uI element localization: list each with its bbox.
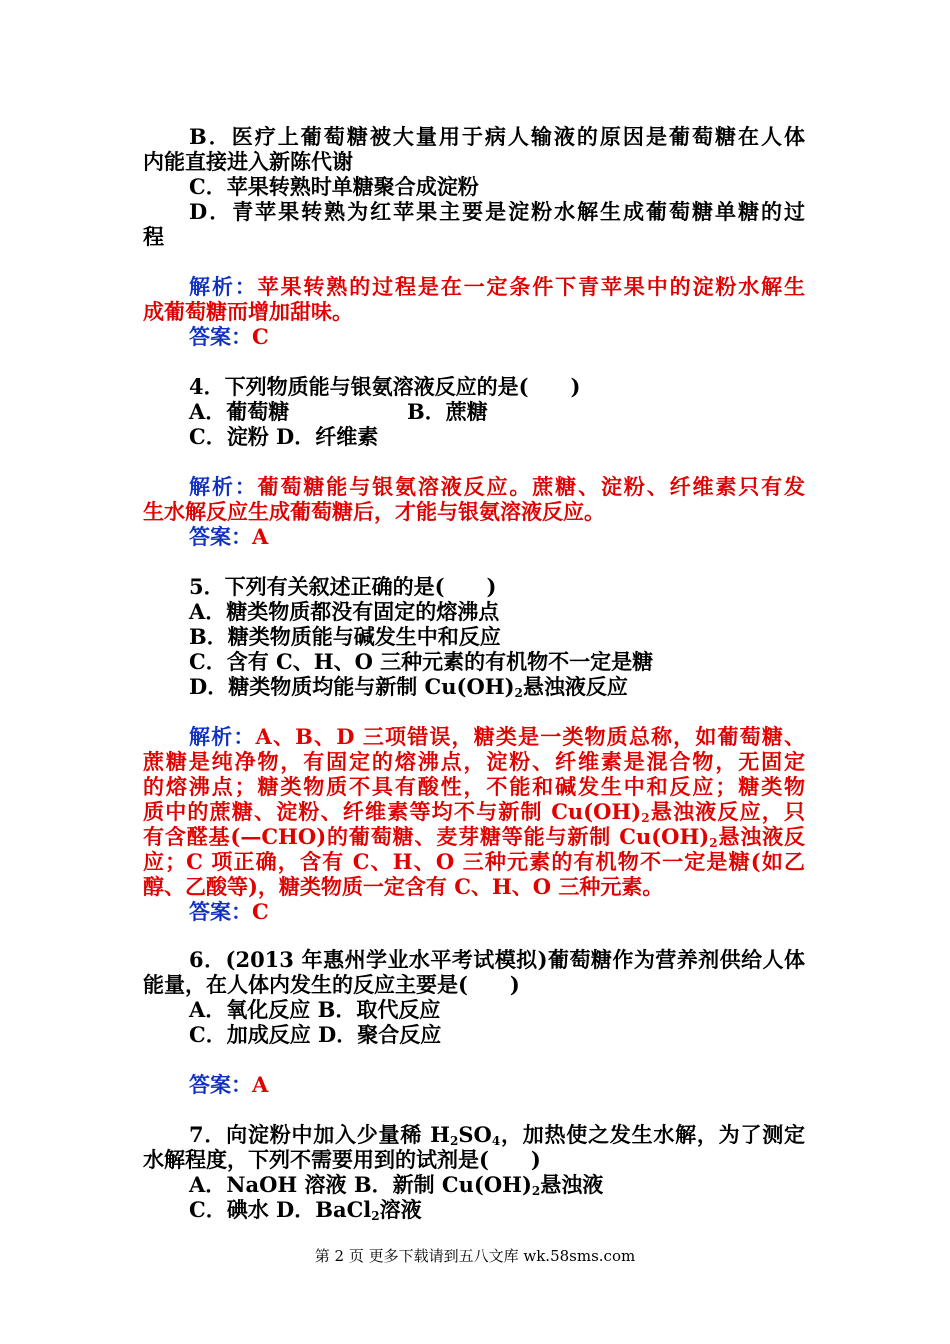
q4-option-b: B．蔗糖	[407, 399, 488, 424]
q7-stem-line2: 水解程度，下列不需要用到的试剂是( )	[143, 1147, 541, 1172]
q7-options-ab-text-end: 悬浊液	[540, 1172, 604, 1197]
analysis-text: A、B、D 三项错误，糖类是一类物质总称，如葡萄糖、	[255, 724, 805, 749]
subscript: 2	[709, 836, 718, 850]
q3-option-d-line2: 程	[143, 224, 164, 249]
answer-value: A	[252, 1072, 269, 1097]
q5-analysis-line7: 醇、乙酸等)，糖类物质一定含有 C、H、O 三种元素。	[143, 874, 664, 899]
analysis-text: 质中的蔗糖、淀粉、纤维素等均不与新制 Cu(OH)	[143, 799, 642, 824]
page-footer: 第 2 页 更多下载请到五八文库 wk.58sms.com	[314, 1247, 636, 1265]
analysis-text: 苹果转熟的过程是在一定条件下青苹果中的淀粉水解生	[257, 274, 806, 299]
answer-label: 答案：	[189, 899, 252, 924]
q5-analysis-line3: 的熔沸点；糖类物质不具有酸性，不能和碱发生中和反应；糖类物	[143, 774, 805, 799]
answer-label: 答案：	[189, 324, 252, 349]
analysis-text-end: 悬浊液反	[717, 824, 805, 849]
q3-option-b-line2: 内能直接进入新陈代谢	[143, 149, 353, 174]
q6-stem-line1: 6．(2013 年惠州学业水平考试模拟)葡萄糖作为营养剂供给人体	[189, 947, 805, 972]
q5-stem: 5．下列有关叙述正确的是( )	[189, 574, 497, 599]
q7-options-ab-text: A．NaOH 溶液 B．新制 Cu(OH)	[189, 1172, 532, 1197]
q4-options-cd: C．淀粉 D．纤维素	[189, 424, 379, 449]
q7-stem-line1	[189, 1122, 805, 1147]
analysis-text-end: 悬浊液反应，只	[649, 799, 805, 824]
q5-option-b: B．糖类物质能与碱发生中和反应	[189, 624, 501, 649]
answer-value: C	[252, 899, 269, 924]
analysis-label: 解析：	[189, 724, 256, 749]
q7-stem-text-end: ，加热使之发生水解，为了测定	[500, 1122, 805, 1147]
q7-options-ab	[189, 1172, 805, 1197]
q5-analysis-line2: 蔗糖是纯净物，有固定的熔沸点，淀粉、纤维素是混合物，无固定	[143, 749, 805, 774]
analysis-label: 解析：	[189, 274, 258, 299]
q4-option-a: A．葡萄糖	[189, 399, 290, 424]
q3-analysis-line1	[189, 274, 805, 299]
q5-option-c: C．含有 C、H、O 三种元素的有机物不一定是糖	[189, 649, 654, 674]
q6-options-cd: C．加成反应 D．聚合反应	[189, 1022, 442, 1047]
q7-stem-text-mid: SO	[458, 1122, 492, 1147]
subscript: 2	[641, 811, 650, 825]
q5-answer	[189, 899, 805, 924]
q6-options-ab: A．氧化反应 B．取代反应	[189, 997, 441, 1022]
subscript: 2	[514, 686, 523, 700]
q6-stem-line2: 能量，在人体内发生的反应主要是( )	[143, 972, 520, 997]
answer-value: C	[252, 324, 269, 349]
q3-option-b-line1: B．医疗上葡萄糖被大量用于病人输液的原因是葡萄糖在人体	[189, 124, 805, 149]
q4-analysis-line1	[189, 474, 805, 499]
subscript: 2	[371, 1209, 380, 1223]
q3-analysis-line2: 成葡萄糖而增加甜味。	[143, 299, 353, 324]
subscript: 2	[531, 1184, 541, 1198]
q4-stem: 4．下列物质能与银氨溶液反应的是( )	[189, 374, 581, 399]
q7-options-cd	[189, 1197, 805, 1222]
analysis-text: 有含醛基(—CHO)的葡萄糖、麦芽糖等能与新制 Cu(OH)	[143, 824, 710, 849]
analysis-label: 解析：	[189, 474, 258, 499]
subscript: 2	[450, 1134, 459, 1148]
q5-option-d	[189, 674, 805, 699]
q5-analysis-line4	[143, 799, 805, 824]
q3-answer	[189, 324, 805, 349]
q5-analysis-line5	[143, 824, 805, 849]
q7-options-cd-text: C．碘水 D．BaCl	[189, 1197, 372, 1222]
answer-label: 答案：	[189, 524, 252, 549]
q7-options-cd-text-end: 溶液	[379, 1197, 422, 1222]
q5-analysis-line1	[189, 724, 805, 749]
answer-label: 答案：	[189, 1072, 252, 1097]
q5-option-d-text: D．糖类物质均能与新制 Cu(OH)	[189, 674, 515, 699]
subscript: 4	[491, 1134, 501, 1148]
q7-stem-text: 7．向淀粉中加入少量稀 H	[189, 1122, 451, 1147]
q3-option-d-line1: D．青苹果转熟为红苹果主要是淀粉水解生成葡萄糖单糖的过	[189, 199, 805, 224]
q5-analysis-line6: 应；C 项正确，含有 C、H、O 三种元素的有机物不一定是糖(如乙	[143, 849, 805, 874]
answer-value: A	[252, 524, 269, 549]
q4-answer	[189, 524, 805, 549]
q4-analysis-line2: 生水解反应生成葡萄糖后，才能与银氨溶液反应。	[143, 499, 605, 524]
q5-option-d-text-end: 悬浊液反应	[522, 674, 628, 699]
q3-option-c: C．苹果转熟时单糖聚合成淀粉	[189, 174, 479, 199]
q5-option-a: A．糖类物质都没有固定的熔沸点	[189, 599, 500, 624]
analysis-text: 葡萄糖能与银氨溶液反应。蔗糖、淀粉、纤维素只有发	[257, 474, 806, 499]
q6-answer	[189, 1072, 805, 1097]
